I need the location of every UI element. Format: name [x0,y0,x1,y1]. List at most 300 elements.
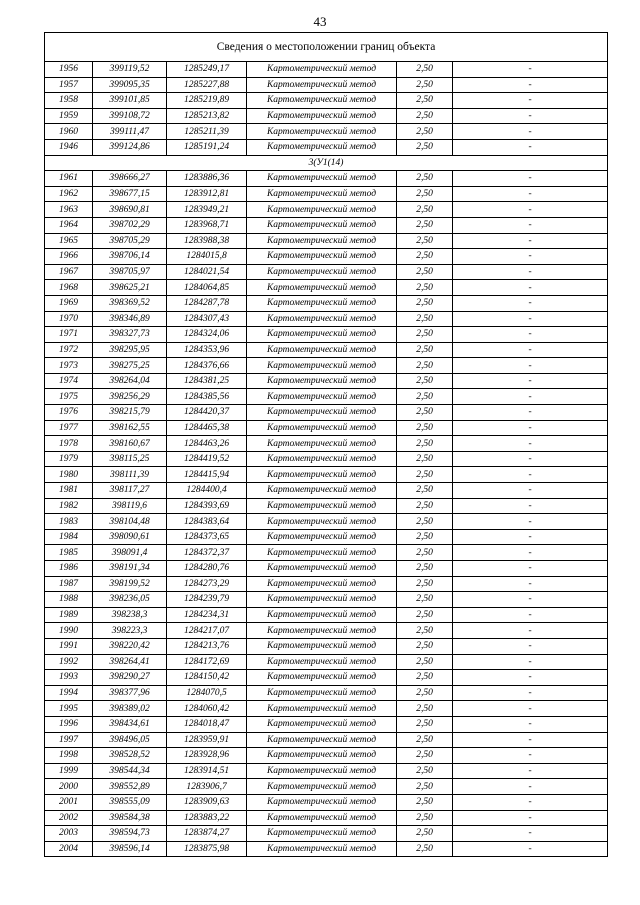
accuracy-cell: 2,50 [397,826,453,842]
accuracy-cell: 2,50 [397,171,453,187]
y-coordinate-cell: 1284018,47 [167,716,247,732]
accuracy-cell: 2,50 [397,576,453,592]
description-cell: - [453,826,608,842]
table-row [45,186,608,202]
accuracy-cell: 2,50 [397,233,453,249]
point-number-cell: 1969 [45,295,93,311]
description-cell: - [453,186,608,202]
method-cell: Картометрический метод [247,233,397,249]
table-row [45,779,608,795]
point-number-cell: 1980 [45,467,93,483]
x-coordinate-cell: 398220,42 [93,638,167,654]
description-cell: - [453,748,608,764]
accuracy-cell: 2,50 [397,62,453,78]
accuracy-cell: 2,50 [397,311,453,327]
point-number-cell: 1992 [45,654,93,670]
description-cell: - [453,451,608,467]
y-coordinate-cell: 1283959,91 [167,732,247,748]
point-number-cell: 1985 [45,545,93,561]
point-number-cell: 1962 [45,186,93,202]
accuracy-cell: 2,50 [397,514,453,530]
description-cell: - [453,545,608,561]
table-row [45,124,608,140]
table-row [45,810,608,826]
method-cell: Картометрический метод [247,202,397,218]
y-coordinate-cell: 1284015,8 [167,249,247,265]
table-row [45,358,608,374]
accuracy-cell: 2,50 [397,498,453,514]
x-coordinate-cell: 398596,14 [93,841,167,857]
description-cell: - [453,514,608,530]
point-number-cell: 1996 [45,716,93,732]
table-row [45,436,608,452]
method-cell: Картометрический метод [247,186,397,202]
point-number-cell: 1971 [45,327,93,343]
table-row [45,483,608,499]
y-coordinate-cell: 1283909,63 [167,794,247,810]
point-number-cell: 1977 [45,420,93,436]
table-row [45,311,608,327]
point-number-cell: 1966 [45,249,93,265]
point-number-cell: 1970 [45,311,93,327]
accuracy-cell: 2,50 [397,623,453,639]
table-row [45,217,608,233]
table-row [45,202,608,218]
point-number-cell: 1968 [45,280,93,296]
table-row [45,373,608,389]
method-cell: Картометрический метод [247,607,397,623]
x-coordinate-cell: 398091,4 [93,545,167,561]
x-coordinate-cell: 398705,97 [93,264,167,280]
y-coordinate-cell: 1284376,66 [167,358,247,374]
method-cell: Картометрический метод [247,685,397,701]
description-cell: - [453,685,608,701]
accuracy-cell: 2,50 [397,405,453,421]
accuracy-cell: 2,50 [397,592,453,608]
table-row [45,264,608,280]
accuracy-cell: 2,50 [397,389,453,405]
y-coordinate-cell: 1284353,96 [167,342,247,358]
table-row [45,405,608,421]
table-row [45,545,608,561]
table-row [45,638,608,654]
method-cell: Картометрический метод [247,62,397,78]
description-cell: - [453,576,608,592]
method-cell: Картометрический метод [247,638,397,654]
description-cell: - [453,327,608,343]
y-coordinate-cell: 1283906,7 [167,779,247,795]
x-coordinate-cell: 398584,38 [93,810,167,826]
y-coordinate-cell: 1284150,42 [167,670,247,686]
description-cell: - [453,77,608,93]
point-number-cell: 1988 [45,592,93,608]
y-coordinate-cell: 1283949,21 [167,202,247,218]
method-cell: Картометрический метод [247,810,397,826]
method-cell: Картометрический метод [247,77,397,93]
y-coordinate-cell: 1284385,56 [167,389,247,405]
y-coordinate-cell: 1283883,22 [167,810,247,826]
table-row [45,763,608,779]
table-row [45,62,608,78]
description-cell: - [453,779,608,795]
y-coordinate-cell: 1284420,37 [167,405,247,421]
accuracy-cell: 2,50 [397,810,453,826]
description-cell: - [453,124,608,140]
y-coordinate-cell: 1284172,69 [167,654,247,670]
point-number-cell: 1956 [45,62,93,78]
accuracy-cell: 2,50 [397,763,453,779]
point-number-cell: 1991 [45,638,93,654]
description-cell: - [453,93,608,109]
description-cell: - [453,763,608,779]
table-row [45,732,608,748]
y-coordinate-cell: 1284070,5 [167,685,247,701]
y-coordinate-cell: 1284307,43 [167,311,247,327]
method-cell: Картометрический метод [247,405,397,421]
table-row [45,93,608,109]
x-coordinate-cell: 398275,25 [93,358,167,374]
table-row [45,451,608,467]
point-number-cell: 1975 [45,389,93,405]
y-coordinate-cell: 1284463,26 [167,436,247,452]
x-coordinate-cell: 399108,72 [93,108,167,124]
y-coordinate-cell: 1283912,81 [167,186,247,202]
method-cell: Картометрический метод [247,217,397,233]
table-row [45,171,608,187]
description-cell: - [453,171,608,187]
accuracy-cell: 2,50 [397,358,453,374]
table-row [45,654,608,670]
description-cell: - [453,810,608,826]
x-coordinate-cell: 399111,47 [93,124,167,140]
table-row [45,529,608,545]
table-row [45,826,608,842]
x-coordinate-cell: 398552,89 [93,779,167,795]
x-coordinate-cell: 398346,89 [93,311,167,327]
point-number-cell: 1982 [45,498,93,514]
table-row [45,327,608,343]
point-number-cell: 1974 [45,373,93,389]
method-cell: Картометрический метод [247,545,397,561]
x-coordinate-cell: 399124,86 [93,139,167,155]
description-cell: - [453,794,608,810]
x-coordinate-cell: 398666,27 [93,171,167,187]
table-row [45,295,608,311]
x-coordinate-cell: 398256,29 [93,389,167,405]
method-cell: Картометрический метод [247,139,397,155]
method-cell: Картометрический метод [247,451,397,467]
accuracy-cell: 2,50 [397,529,453,545]
accuracy-cell: 2,50 [397,545,453,561]
method-cell: Картометрический метод [247,124,397,140]
method-cell: Картометрический метод [247,576,397,592]
method-cell: Картометрический метод [247,779,397,795]
method-cell: Картометрический метод [247,561,397,577]
y-coordinate-cell: 1284273,29 [167,576,247,592]
method-cell: Картометрический метод [247,483,397,499]
table-row [45,561,608,577]
y-coordinate-cell: 1283988,38 [167,233,247,249]
method-cell: Картометрический метод [247,389,397,405]
accuracy-cell: 2,50 [397,732,453,748]
method-cell: Картометрический метод [247,514,397,530]
accuracy-cell: 2,50 [397,295,453,311]
y-coordinate-cell: 1284400,4 [167,483,247,499]
x-coordinate-cell: 398377,96 [93,685,167,701]
accuracy-cell: 2,50 [397,451,453,467]
x-coordinate-cell: 398264,04 [93,373,167,389]
x-coordinate-cell: 399119,52 [93,62,167,78]
x-coordinate-cell: 398223,3 [93,623,167,639]
description-cell: - [453,233,608,249]
method-cell: Картометрический метод [247,264,397,280]
y-coordinate-cell: 1284393,69 [167,498,247,514]
point-number-cell: 1979 [45,451,93,467]
description-cell: - [453,623,608,639]
table-row [45,670,608,686]
description-cell: - [453,654,608,670]
x-coordinate-cell: 398090,61 [93,529,167,545]
point-number-cell: 1961 [45,171,93,187]
y-coordinate-cell: 1283874,27 [167,826,247,842]
accuracy-cell: 2,50 [397,373,453,389]
table-row [45,77,608,93]
x-coordinate-cell: 398119,6 [93,498,167,514]
point-number-cell: 1997 [45,732,93,748]
y-coordinate-cell: 1285249,17 [167,62,247,78]
point-number-cell: 2000 [45,779,93,795]
description-cell: - [453,108,608,124]
x-coordinate-cell: 398544,34 [93,763,167,779]
y-coordinate-cell: 1285219,89 [167,93,247,109]
method-cell: Картометрический метод [247,373,397,389]
x-coordinate-cell: 398111,39 [93,467,167,483]
table-row [45,514,608,530]
accuracy-cell: 2,50 [397,670,453,686]
description-cell: - [453,841,608,857]
description-cell: - [453,561,608,577]
method-cell: Картометрический метод [247,342,397,358]
point-number-cell: 1959 [45,108,93,124]
description-cell: - [453,529,608,545]
description-cell: - [453,311,608,327]
x-coordinate-cell: 398594,73 [93,826,167,842]
x-coordinate-cell: 398236,05 [93,592,167,608]
table-row [45,467,608,483]
method-cell: Картометрический метод [247,295,397,311]
y-coordinate-cell: 1284383,64 [167,514,247,530]
point-number-cell: 1965 [45,233,93,249]
method-cell: Картометрический метод [247,716,397,732]
description-cell: - [453,670,608,686]
description-cell: - [453,420,608,436]
method-cell: Картометрический метод [247,358,397,374]
method-cell: Картометрический метод [247,623,397,639]
description-cell: - [453,389,608,405]
table-row [45,623,608,639]
x-coordinate-cell: 398162,55 [93,420,167,436]
table-row [45,233,608,249]
boundary-coordinates-table [44,32,608,857]
table-row [45,249,608,265]
description-cell: - [453,139,608,155]
method-cell: Картометрический метод [247,249,397,265]
table-row [45,794,608,810]
point-number-cell: 1987 [45,576,93,592]
x-coordinate-cell: 398677,15 [93,186,167,202]
point-number-cell: 1990 [45,623,93,639]
y-coordinate-cell: 1285191,24 [167,139,247,155]
x-coordinate-cell: 398389,02 [93,701,167,717]
description-cell: - [453,62,608,78]
y-coordinate-cell: 1283928,96 [167,748,247,764]
accuracy-cell: 2,50 [397,342,453,358]
method-cell: Картометрический метод [247,592,397,608]
x-coordinate-cell: 399095,35 [93,77,167,93]
x-coordinate-cell: 398555,09 [93,794,167,810]
y-coordinate-cell: 1284239,79 [167,592,247,608]
y-coordinate-cell: 1285211,39 [167,124,247,140]
method-cell: Картометрический метод [247,108,397,124]
description-cell: - [453,701,608,717]
description-cell: - [453,249,608,265]
x-coordinate-cell: 398706,14 [93,249,167,265]
y-coordinate-cell: 1283886,36 [167,171,247,187]
point-number-cell: 1957 [45,77,93,93]
method-cell: Картометрический метод [247,732,397,748]
accuracy-cell: 2,50 [397,685,453,701]
point-number-cell: 1958 [45,93,93,109]
method-cell: Картометрический метод [247,826,397,842]
point-number-cell: 1989 [45,607,93,623]
method-cell: Картометрический метод [247,436,397,452]
point-number-cell: 1946 [45,139,93,155]
section-label: 3(У1(14) [45,155,608,171]
x-coordinate-cell: 398160,67 [93,436,167,452]
method-cell: Картометрический метод [247,670,397,686]
table-row [45,342,608,358]
description-cell: - [453,607,608,623]
y-coordinate-cell: 1284381,25 [167,373,247,389]
accuracy-cell: 2,50 [397,327,453,343]
x-coordinate-cell: 398115,25 [93,451,167,467]
method-cell: Картометрический метод [247,498,397,514]
y-coordinate-cell: 1283875,98 [167,841,247,857]
y-coordinate-cell: 1284213,76 [167,638,247,654]
accuracy-cell: 2,50 [397,139,453,155]
accuracy-cell: 2,50 [397,280,453,296]
method-cell: Картометрический метод [247,701,397,717]
y-coordinate-cell: 1284287,78 [167,295,247,311]
point-number-cell: 1960 [45,124,93,140]
x-coordinate-cell: 398702,29 [93,217,167,233]
y-coordinate-cell: 1284217,07 [167,623,247,639]
table-row [45,685,608,701]
accuracy-cell: 2,50 [397,467,453,483]
accuracy-cell: 2,50 [397,654,453,670]
table-row [45,420,608,436]
table-row [45,607,608,623]
point-number-cell: 1963 [45,202,93,218]
table-row [45,108,608,124]
method-cell: Картометрический метод [247,467,397,483]
x-coordinate-cell: 398117,27 [93,483,167,499]
point-number-cell: 1972 [45,342,93,358]
description-cell: - [453,638,608,654]
method-cell: Картометрический метод [247,420,397,436]
point-number-cell: 1967 [45,264,93,280]
point-number-cell: 1994 [45,685,93,701]
page-number: 43 [313,14,327,29]
point-number-cell: 1976 [45,405,93,421]
y-coordinate-cell: 1284419,52 [167,451,247,467]
point-number-cell: 2004 [45,841,93,857]
x-coordinate-cell: 398290,27 [93,670,167,686]
accuracy-cell: 2,50 [397,561,453,577]
method-cell: Картометрический метод [247,529,397,545]
method-cell: Картометрический метод [247,654,397,670]
y-coordinate-cell: 1284234,31 [167,607,247,623]
table-row [45,701,608,717]
description-cell: - [453,498,608,514]
description-cell: - [453,295,608,311]
accuracy-cell: 2,50 [397,794,453,810]
y-coordinate-cell: 1285213,82 [167,108,247,124]
method-cell: Картометрический метод [247,327,397,343]
method-cell: Картометрический метод [247,794,397,810]
description-cell: - [453,405,608,421]
table-body [45,33,608,857]
x-coordinate-cell: 398528,52 [93,748,167,764]
x-coordinate-cell: 398434,61 [93,716,167,732]
method-cell: Картометрический метод [247,748,397,764]
x-coordinate-cell: 398327,73 [93,327,167,343]
x-coordinate-cell: 398238,3 [93,607,167,623]
table-row [45,592,608,608]
x-coordinate-cell: 398199,52 [93,576,167,592]
accuracy-cell: 2,50 [397,202,453,218]
point-number-cell: 1986 [45,561,93,577]
accuracy-cell: 2,50 [397,841,453,857]
accuracy-cell: 2,50 [397,108,453,124]
table-row [45,498,608,514]
y-coordinate-cell: 1284324,06 [167,327,247,343]
accuracy-cell: 2,50 [397,93,453,109]
point-number-cell: 1998 [45,748,93,764]
description-cell: - [453,264,608,280]
table-row [45,139,608,155]
method-cell: Картометрический метод [247,93,397,109]
point-number-cell: 1978 [45,436,93,452]
x-coordinate-cell: 398295,95 [93,342,167,358]
table-row [45,716,608,732]
description-cell: - [453,732,608,748]
accuracy-cell: 2,50 [397,124,453,140]
point-number-cell: 1981 [45,483,93,499]
method-cell: Картометрический метод [247,280,397,296]
point-number-cell: 2002 [45,810,93,826]
accuracy-cell: 2,50 [397,638,453,654]
x-coordinate-cell: 398215,79 [93,405,167,421]
accuracy-cell: 2,50 [397,483,453,499]
point-number-cell: 1983 [45,514,93,530]
x-coordinate-cell: 398191,34 [93,561,167,577]
x-coordinate-cell: 398705,29 [93,233,167,249]
x-coordinate-cell: 398104,48 [93,514,167,530]
description-cell: - [453,373,608,389]
accuracy-cell: 2,50 [397,779,453,795]
y-coordinate-cell: 1284465,38 [167,420,247,436]
